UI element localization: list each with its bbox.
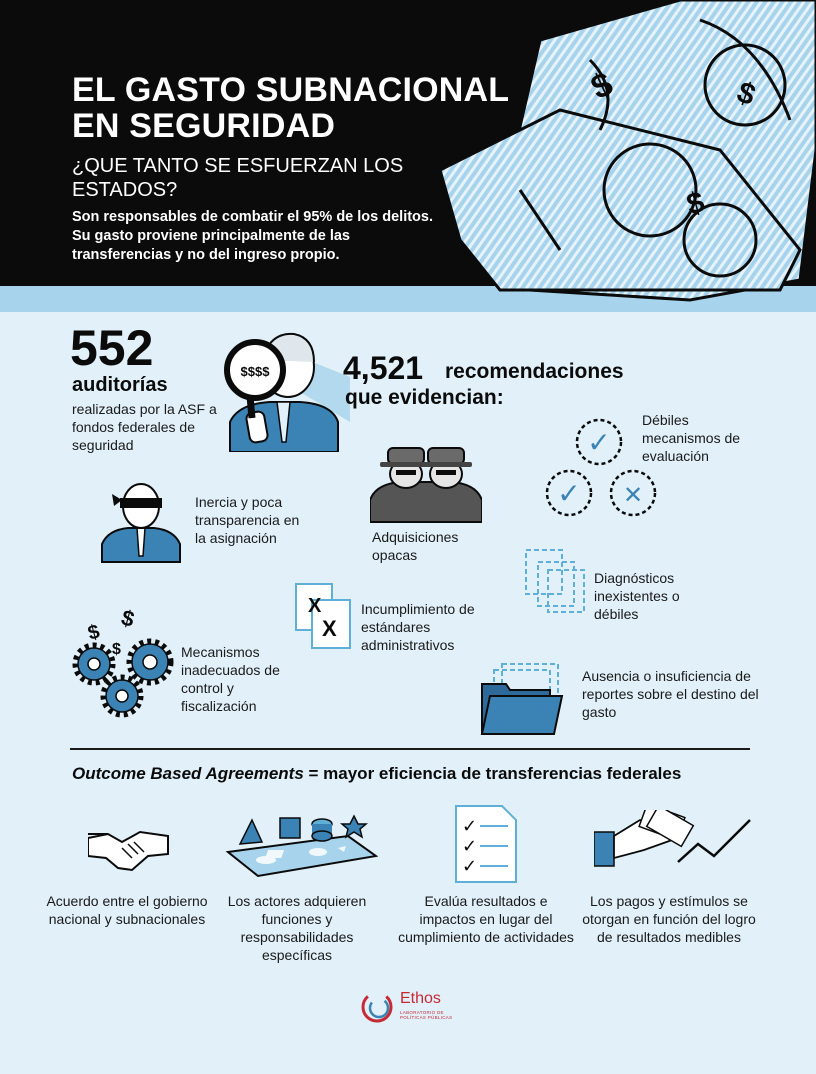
finding-noncompliance: Incumplimiento de estándares administrativos [361, 601, 475, 653]
recommendations-label: recomendaciones [445, 360, 624, 383]
intro-text: Son responsables de combatir el 95% de los delitos. Su gasto proviene principalmente de las transferencias y no del ingreso propio. [72, 209, 433, 263]
folder-icon [480, 662, 566, 738]
dollar-icon: $ [118, 604, 138, 633]
finding-reports: Ausencia o insuficiencia de reportes sobre el destino del gasto [582, 668, 759, 720]
x-mark-icon: X [322, 616, 337, 641]
finding-opaque: Adquisiciones opacas [372, 529, 459, 563]
audits-count: 552 [70, 320, 154, 376]
page-title: EL GASTO SUBNACIONAL EN SEGURIDAD [72, 71, 509, 145]
spies-icon [370, 440, 482, 524]
audits-label: auditorías [72, 374, 168, 396]
gears-money-icon [70, 604, 180, 720]
outcome-agreement: Acuerdo entre el gobierno nacional y subnacionales [46, 893, 208, 927]
dollar-icon: $$$$ [240, 364, 270, 379]
rejected-documents-icon [294, 580, 354, 652]
finding-weak-eval: Débiles mecanismos de evaluación [642, 412, 741, 464]
dollar-icon: $ [585, 64, 619, 108]
dollar-icon: $ [85, 620, 103, 645]
oba-heading [72, 764, 681, 784]
outcome-roles: Los actores adquieren funciones y responsabilidades específicas [227, 893, 367, 963]
payment-growth-icon [594, 810, 752, 876]
page-subtitle: ¿QUE TANTO SE ESFUERZAN LOS ESTADOS? [72, 155, 404, 201]
audits-description: realizadas por la ASF a fondos federales de seguridad [72, 401, 217, 453]
dollar-icon: $ [732, 75, 760, 113]
checklist-icon [450, 802, 522, 884]
ethos-logo-icon [360, 990, 394, 1024]
check-icon: ✓ [557, 477, 581, 510]
inspector-magnifier-icon [210, 322, 360, 452]
logo-tagline-line-2: POLÍTICAS PÚBLICAS [400, 1015, 453, 1020]
finding-inertia: Inercia y poca transparencia en la asignación [195, 494, 300, 546]
finding-diagnostics: Diagnósticos inexistentes o débiles [594, 570, 680, 622]
logo-tagline-line-1: LABORATORIO DE [400, 1010, 444, 1015]
dashed-documents-icon [522, 548, 588, 614]
check-icon: ✓ [587, 426, 611, 459]
outcome-evaluate: Evalúa resultados e impactos en lugar del cumplimiento de actividades [398, 893, 574, 945]
section-divider [70, 748, 750, 750]
cross-icon: ✕ [622, 481, 644, 509]
finding-controls: Mecanismos inadecuados de control y fiscalización [181, 644, 280, 714]
check-icon: ✓ [462, 856, 478, 877]
ethos-logo-text: Ethos [400, 990, 441, 1007]
check-icon: ✓ [462, 836, 478, 857]
check-icon: ✓ [462, 816, 478, 837]
handshake-icon [88, 824, 170, 874]
shape-sorter-icon [218, 812, 378, 878]
oba-term: Outcome Based Agreements [72, 764, 304, 783]
blindfolded-official-icon [100, 478, 182, 564]
x-mark-icon: X [308, 595, 322, 617]
dollar-icon: $ [112, 641, 121, 658]
ethos-logo-tagline [400, 1010, 452, 1020]
dollar-icon: $ [683, 185, 708, 222]
outcome-payments: Los pagos y estímulos se otorgan en función del logro de resultados medibles [582, 893, 756, 945]
recommendations-sublabel: que evidencian: [345, 386, 504, 409]
recommendations-count: 4,521 [343, 350, 424, 386]
oba-rest: = mayor eficiencia de transferencias federales [303, 764, 682, 783]
